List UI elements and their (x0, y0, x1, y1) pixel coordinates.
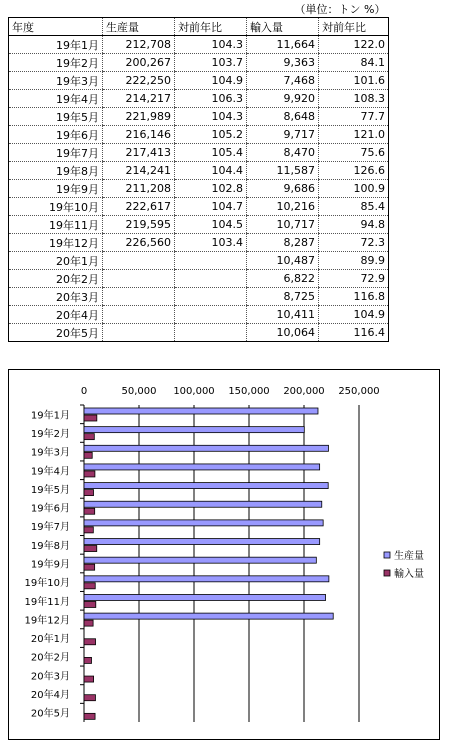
table-cell: 6,822 (247, 270, 319, 288)
table-row (9, 234, 389, 252)
bar-import (84, 601, 96, 607)
table-cell: 89.9 (319, 252, 389, 270)
table-cell: 103.7 (175, 54, 247, 72)
table-cell (175, 288, 247, 306)
legend-swatch (384, 570, 390, 576)
table-cell: 101.6 (319, 72, 389, 90)
row-label: 20年5月 (9, 324, 103, 342)
category-label: 19年3月 (30, 447, 70, 459)
table-cell: 9,920 (247, 90, 319, 108)
table-cell: 214,217 (103, 90, 175, 108)
bar-import (84, 676, 94, 682)
table-cell: 10,487 (247, 252, 319, 270)
category-label: 20年4月 (30, 690, 70, 702)
table-row (9, 54, 389, 72)
bar-production (84, 539, 320, 545)
table-cell: 222,250 (103, 72, 175, 90)
column-header: 対前年比 (319, 18, 389, 36)
bar-import (84, 415, 97, 421)
bar-production (84, 445, 328, 451)
bar-import (84, 564, 95, 570)
row-label: 19年4月 (9, 90, 103, 108)
bar-production (84, 408, 318, 414)
bar-import (84, 434, 94, 440)
table-cell: 8,648 (247, 108, 319, 126)
table-cell: 100.9 (319, 180, 389, 198)
table-cell: 75.6 (319, 144, 389, 162)
table-cell: 116.4 (319, 324, 389, 342)
table-cell: 122.0 (319, 36, 389, 54)
unit-note: （単位：トン %） (9, 0, 389, 18)
table-cell: 102.8 (175, 180, 247, 198)
table-row (9, 306, 389, 324)
row-label: 19年2月 (9, 54, 103, 72)
legend-swatch (384, 552, 390, 558)
bar-import (84, 508, 95, 514)
bar-import (84, 620, 93, 626)
row-label: 19年12月 (9, 234, 103, 252)
table-row (9, 90, 389, 108)
row-label: 19年6月 (9, 126, 103, 144)
table-cell: 108.3 (319, 90, 389, 108)
table-cell (175, 252, 247, 270)
bar-import (84, 471, 95, 477)
x-tick-label: 250,000 (338, 386, 380, 397)
unit-row (9, 0, 389, 18)
table-cell: 216,146 (103, 126, 175, 144)
table-cell: 105.4 (175, 144, 247, 162)
table-cell: 219,595 (103, 216, 175, 234)
bar-production (84, 613, 333, 619)
table-cell: 104.3 (175, 108, 247, 126)
table-cell: 200,267 (103, 54, 175, 72)
category-label: 20年3月 (30, 671, 70, 683)
category-label: 19年6月 (30, 503, 70, 515)
table-cell (175, 324, 247, 342)
table-row (9, 108, 389, 126)
table-cell: 104.7 (175, 198, 247, 216)
table-cell: 72.9 (319, 270, 389, 288)
table-cell: 212,708 (103, 36, 175, 54)
table-cell: 11,587 (247, 162, 319, 180)
legend-label: 生産量 (394, 551, 424, 562)
row-label: 19年3月 (9, 72, 103, 90)
row-label: 19年5月 (9, 108, 103, 126)
table-cell (103, 306, 175, 324)
table-row (9, 126, 389, 144)
table-cell: 10,411 (247, 306, 319, 324)
table-row (9, 162, 389, 180)
bar-import (84, 490, 94, 496)
x-tick-label: 200,000 (283, 386, 325, 397)
bar-production (84, 557, 316, 563)
table-cell: 104.9 (175, 72, 247, 90)
table-cell: 211,208 (103, 180, 175, 198)
table-cell: 9,717 (247, 126, 319, 144)
category-label: 19年11月 (24, 596, 70, 608)
table-row (9, 198, 389, 216)
table-cell: 8,287 (247, 234, 319, 252)
table-cell: 84.1 (319, 54, 389, 72)
table-cell: 77.7 (319, 108, 389, 126)
bar-import (84, 583, 95, 589)
table-cell (175, 270, 247, 288)
table-row (9, 324, 389, 342)
table-cell: 221,989 (103, 108, 175, 126)
table-cell: 104.5 (175, 216, 247, 234)
bar-chart (9, 370, 439, 739)
category-label: 19年7月 (30, 522, 70, 534)
column-header: 年度 (9, 18, 103, 36)
table-cell: 106.3 (175, 90, 247, 108)
table-cell: 104.9 (319, 306, 389, 324)
table-cell (103, 288, 175, 306)
chart-area (8, 369, 440, 740)
category-label: 20年5月 (30, 708, 70, 720)
x-tick-label: 0 (80, 386, 88, 397)
row-label: 19年1月 (9, 36, 103, 54)
table-cell (103, 324, 175, 342)
bar-production (84, 427, 304, 433)
table-cell: 104.4 (175, 162, 247, 180)
table-cell: 126.6 (319, 162, 389, 180)
category-label: 19年4月 (30, 466, 70, 478)
x-tick-label: 150,000 (228, 386, 270, 397)
bar-import (84, 527, 93, 533)
bar-import (84, 713, 95, 719)
category-label: 19年5月 (30, 484, 70, 496)
table-cell: 11,664 (247, 36, 319, 54)
table-cell: 9,363 (247, 54, 319, 72)
category-label: 19年8月 (30, 540, 70, 552)
column-header: 対前年比 (175, 18, 247, 36)
table-row (9, 270, 389, 288)
table-row (9, 252, 389, 270)
x-tick-label: 50,000 (121, 386, 157, 397)
row-label: 20年1月 (9, 252, 103, 270)
table-cell: 7,468 (247, 72, 319, 90)
table-cell: 121.0 (319, 126, 389, 144)
table-cell (175, 306, 247, 324)
table-cell: 222,617 (103, 198, 175, 216)
table-row (9, 180, 389, 198)
x-tick-label: 100,000 (173, 386, 215, 397)
category-label: 19年10月 (24, 578, 70, 590)
bar-import (84, 452, 92, 458)
table-row (9, 216, 389, 234)
table-cell: 9,686 (247, 180, 319, 198)
table-cell: 214,241 (103, 162, 175, 180)
table-cell: 85.4 (319, 198, 389, 216)
row-label: 19年8月 (9, 162, 103, 180)
bar-production (84, 464, 320, 470)
header-row (9, 18, 389, 36)
bar-production (84, 501, 322, 507)
row-label: 20年4月 (9, 306, 103, 324)
table-cell: 217,413 (103, 144, 175, 162)
table-cell: 103.4 (175, 234, 247, 252)
table-row (9, 288, 389, 306)
category-label: 19年9月 (30, 559, 70, 571)
bar-production (84, 520, 323, 526)
table-cell: 10,064 (247, 324, 319, 342)
bar-production (84, 483, 328, 489)
category-label: 19年12月 (24, 615, 70, 627)
category-label: 19年2月 (30, 428, 70, 440)
table-cell: 104.3 (175, 36, 247, 54)
bar-import (84, 546, 97, 552)
table-row (9, 36, 389, 54)
table-row (9, 72, 389, 90)
column-header: 生産量 (103, 18, 175, 36)
row-label: 19年11月 (9, 216, 103, 234)
table-cell: 8,725 (247, 288, 319, 306)
category-label: 20年2月 (30, 652, 70, 664)
row-label: 20年3月 (9, 288, 103, 306)
data-table (8, 0, 389, 342)
table-cell: 72.3 (319, 234, 389, 252)
row-label: 20年2月 (9, 270, 103, 288)
table-row (9, 144, 389, 162)
bar-production (84, 594, 326, 600)
table-cell: 116.8 (319, 288, 389, 306)
table-cell: 10,216 (247, 198, 319, 216)
bar-import (84, 639, 96, 645)
table-cell: 10,717 (247, 216, 319, 234)
row-label: 19年7月 (9, 144, 103, 162)
table-cell: 8,470 (247, 144, 319, 162)
legend-label: 輸入量 (394, 569, 424, 580)
bar-import (84, 657, 92, 663)
row-label: 19年9月 (9, 180, 103, 198)
column-header: 輸入量 (247, 18, 319, 36)
bar-production (84, 576, 329, 582)
table-cell: 94.8 (319, 216, 389, 234)
table-cell: 226,560 (103, 234, 175, 252)
table-cell (103, 252, 175, 270)
bar-import (84, 695, 95, 701)
row-label: 19年10月 (9, 198, 103, 216)
category-label: 19年1月 (30, 410, 70, 422)
category-label: 20年1月 (30, 634, 70, 646)
table-cell: 105.2 (175, 126, 247, 144)
table-cell (103, 270, 175, 288)
